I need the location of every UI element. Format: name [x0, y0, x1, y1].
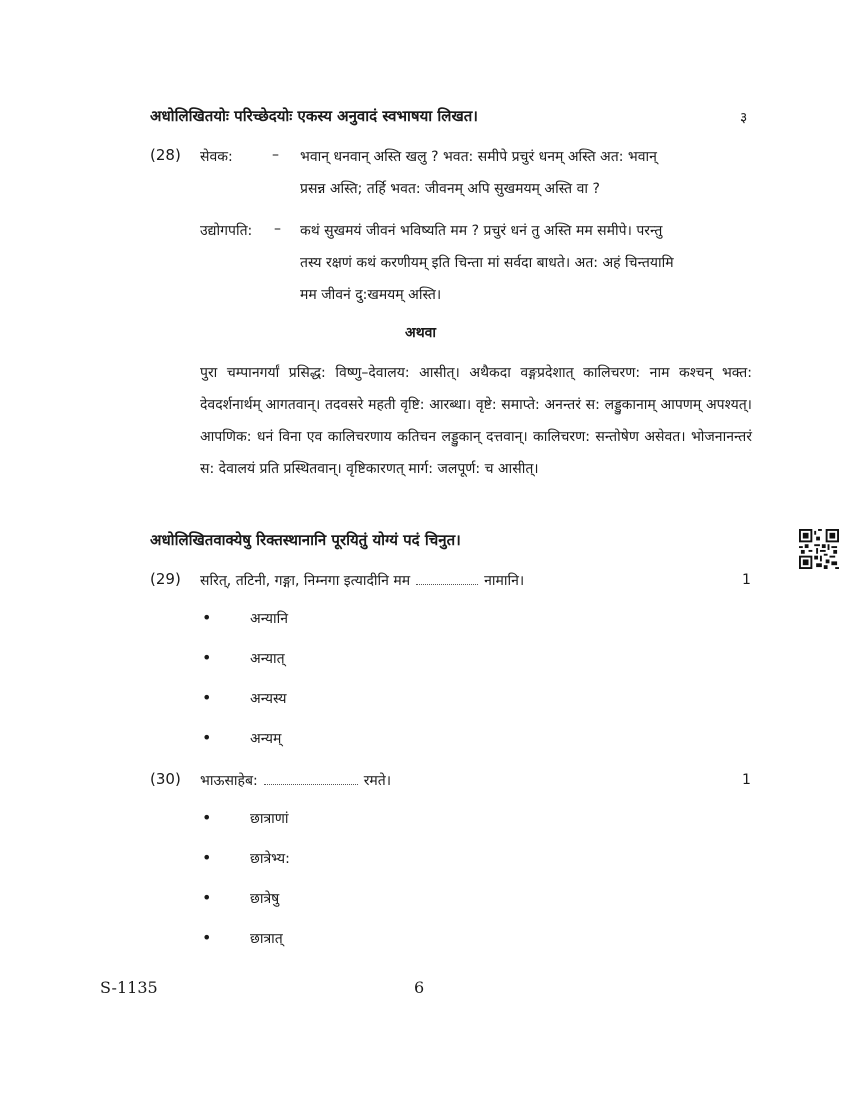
option-item: अन्यस्य: [250, 691, 287, 707]
qr-code-icon: [799, 529, 839, 569]
speaker-dash: –: [274, 221, 281, 237]
question-29-marks: 1: [742, 572, 751, 588]
question-number-29: (29): [150, 570, 181, 588]
bullet-icon: •: [202, 688, 212, 707]
bullet-icon: •: [202, 888, 212, 907]
dialogue-line: तस्य रक्षणं कथं करणीयम् इति चिन्ता मां सर्वदा बाधते। अत: अहं चिन्तयामि: [300, 255, 674, 271]
option-item: अन्यानि: [250, 611, 288, 627]
bullet-icon: •: [202, 848, 212, 867]
dialogue-line: भवान् धनवान् अस्ति खलु ? भवत: समीपे प्रचुरं धनम् अस्ति अत: भवान्: [300, 149, 657, 165]
speaker-sevak: सेवक:: [200, 149, 233, 165]
section2-instruction: अधोलिखितवाक्येषु रिक्तस्थानानि पूरयितुं योग्यं पदं चिनुत।: [150, 531, 461, 549]
question-number-28: (28): [150, 146, 181, 164]
section1-marks: ३: [740, 110, 748, 126]
dialogue-line: कथं सुखमयं जीवनं भविष्यति मम ? प्रचुरं धनं तु अस्ति मम समीपे। परन्तु: [300, 223, 663, 239]
speaker-dash: –: [272, 147, 279, 163]
bullet-icon: •: [202, 648, 212, 667]
question-30-text-before: भाऊसाहेब:: [200, 773, 258, 789]
page-number: 6: [414, 978, 425, 997]
section1-instruction: अधोलिखितयोः परिच्छेदयोः एकस्य अनुवादं स्वभाषया लिखत।: [150, 107, 478, 125]
paper-code: S-1135: [100, 978, 158, 997]
option-item: छात्रात्: [250, 931, 283, 947]
or-label: अथवा: [405, 325, 437, 341]
option-item: अन्यात्: [250, 651, 285, 667]
dialogue-line: प्रसन्न अस्ति; तर्हि भवत: जीवनम् अपि सुखमयम् अस्ति वा ?: [300, 181, 600, 197]
alternative-paragraph: पुरा चम्पानगर्यां प्रसिद्ध: विष्णु–देवालय: आसीत्। अथैकदा वङ्गप्रदेशात् कालिचरण: नाम कश्चन् भक्त: देवदर्शनार्थम् आगतवान्। तदवसरे महती वृष्टि: आरब्धा। वृष्टे: समाप्ते: अनन्तरं स: लड्डुकानाम् आपणम् अपश्यत्। आपणिक: धनं विना एव कालिचरणाय कतिचन लड्डुकान् दत्तवान्। कालिचरण: सन्तोषेण असेवत। भोजनानन्तरं स: देवालयं प्रति प्रस्थितवान्। वृष्टिकारणत् मार्ग: जलपूर्ण: च आसीत्।: [200, 365, 752, 477]
speaker-udyogpati: उद्योगपति:: [200, 223, 253, 239]
option-item: अन्यम्: [250, 731, 282, 747]
question-29-text: [200, 571, 524, 590]
question-29-text-after: नामानि।: [484, 573, 525, 589]
bullet-icon: •: [202, 728, 212, 747]
question-number-30: (30): [150, 770, 181, 788]
question-30-text: [200, 771, 391, 790]
option-item: छात्राणां: [250, 811, 289, 827]
question-30-text-after: रमते।: [363, 773, 392, 789]
question-29-text-before: सरित्, तटिनी, गङ्गा, निम्नगा इत्यादीनि मम: [200, 573, 411, 589]
bullet-icon: •: [202, 928, 212, 947]
fill-blank: [264, 774, 358, 785]
option-item: छात्रेषु: [250, 891, 280, 907]
bullet-icon: •: [202, 608, 212, 627]
question-30-marks: 1: [742, 772, 751, 788]
option-item: छात्रेभ्य:: [250, 851, 290, 867]
bullet-icon: •: [202, 808, 212, 827]
dialogue-line: मम जीवनं दु:खमयम् अस्ति।: [300, 287, 442, 303]
fill-blank: [416, 574, 478, 585]
